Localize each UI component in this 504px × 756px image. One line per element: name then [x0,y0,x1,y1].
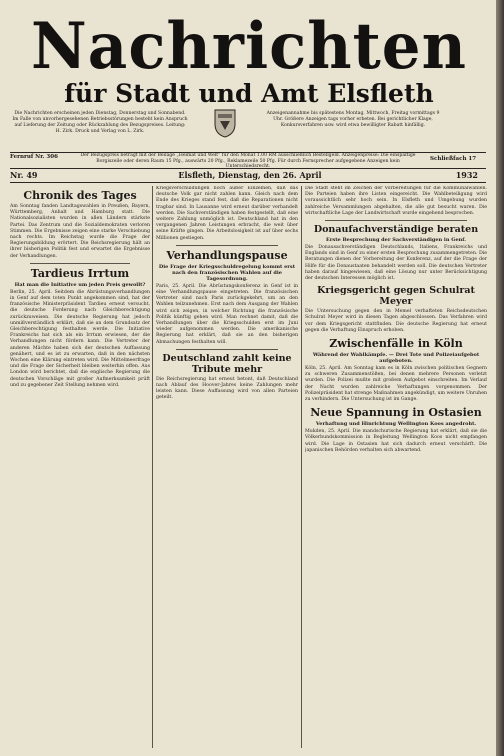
coat-of-arms-icon [213,108,237,138]
article-text: Berlin, 25. April. Seitdem die Abrüstungsverhandlungen in Genf auf dem toten Punkt angekommen sind, hat der französische Ministerpräsident Tardieu erneut versucht, die deutsche Forderung nach Gleichberechtigung zurückzuweisen. Die deutsche Regierung hat jedoch unmißverständlich erklärt, daß sie an dem Grundsatz der Gleichberechtigung festhalten werde. Die Initiative Frankreichs hat sich als ein Irrtum erwiesen, der die Verhandlungen nicht fördern kann. Die Vertreter der anderen Mächte haben sich der deutschen Auffassung genähert, und es ist zu erwarten, daß in den nächsten Wochen eine Klärung eintreten wird. Die Mittelmeerfrage und die Frage der Sicherheit bleiben weiterhin offen. Aus London wird berichtet, daß die englische Regierung die deutschen Vorschläge mit großer Aufmerksamkeit prüft und zu gegebener Zeit Stellung nehmen wird. [10,289,150,388]
article-text: Die Reichsregierung hat erneut betont, daß Deutschland nach Ablauf des Hoover-Jahres keine Zahlungen mehr leisten kann. Diese Auffassung wird von allen Parteien geteilt. [156,376,298,401]
divider [176,245,278,246]
headline: Verhandlungspause [166,248,288,262]
masthead-title: Nachrichten [31,8,467,84]
column-2 [156,186,298,748]
place-date: Elsfleth, Dienstag, den 26. April [178,170,322,180]
article-text: Am Sonntag fanden Landtagswahlen in Preußen, Bayern, Württemberg, Anhalt und Hamburg statt. Die Nationalsozialisten wurden in allen Ländern stärkste Partei. Das Zentrum und die Sozialdemokraten verloren Stimmen. Die Ergebnisse zeigen eine starke Verschiebung nach rechts. Im Reichstag wurde die Frage der Regierungsbildung erörtert. Die Reichsregierung hält an ihrer bisherigen Politik fest und erwartet die Ergebnisse der Verhandlungen. [10,204,150,259]
subheadline: Verhaftung und Hinrichtung Wellington Koos angedroht. [315,421,477,428]
issue-number: Nr. 49 [10,170,38,180]
headline: Zwischenfälle in Köln [329,337,463,351]
headline: Donaufachverständige beraten [313,224,479,236]
headline: Neue Spannung in Ostasien [310,406,482,420]
headline: Kriegsgericht gegen Schulrat Meyer [317,285,475,308]
article-text: Die Donausachverständigen Deutschlands, Italiens, Frankreichs und Englands sind in Genf zu einer ersten Besprechung zusammengetreten. Die Beratungen dienen der Vorbereitung der Konferenz, auf der die Frage der Hilfe für die Donaustaaten behandelt werden soll. Die deutschen Vertreter haben darauf hingewiesen, daß eine Lösung nur unter Berücksichtigung der deutschen Interessen möglich ist. [305,245,487,282]
headline: Chronik des Tages [23,189,137,202]
article-text: Die Stadt steht im Zeichen der Vorbereitungen für die Kommunalwahlen. Die Parteien haben ihre Listen eingereicht. Die Wahlbeteiligung wird voraussichtlich sehr hoch sein. In Elsfleth und Umgebung wurden zahlreiche Versammlungen abgehalten, die alle gut besucht waren. Die wirtschaftliche Lage der Landwirtschaft wurde eingehend besprochen. [305,186,487,216]
divider [30,263,130,264]
publication-info-right: Anzeigenannahme bis spätestens Montag, Mittwoch, Freitag vormittags 9 Uhr. Größere Anzeigen tags vorher erbeten. Bei gerichtlicher Klage, Konkursverfahren usw. wird etwa bewilligter Rabatt hinfällig. [266,111,440,128]
headline: Deutschland zahlt keine Tribute mehr [162,352,292,375]
article-text: Die Untersuchung gegen den in Memel verhafteten Reichsdeutschen Schulrat Meyer wird in diesen Tagen abgeschlossen. Das Verfahren wird vor dem Kriegsgericht stattfinden. Die deutsche Regierung hat erneut gegen die Verhaftung Einspruch erhoben. [305,309,487,333]
article-text: Kriegsverschuldungen noch außer Einzelnen, daß das deutsche Volk gar nicht zahlen kann. Gleich nach dem Ende des Krieges stand fest, daß die Reparationen nicht tragbar sind. In Lausanne wird erneut darüber verhandelt werden. Die Sachverständigen haben festgestellt, daß eine weitere Zahlung unmöglich ist. Deutschland hat in den vergangenen Jahren Leistungen erbracht, die weit über seine Kräfte gingen. Die Arbeitslosigkeit ist auf über sechs Millionen gestiegen. [156,186,298,241]
po-box: Schließfach 17 [430,156,477,162]
phone-number: Fernruf Nr. 306 [10,154,58,160]
subheadline: Während der Wahlkämpfe. — Drei Tote und Polizeiaufgebot aufgeboten. [312,352,480,365]
divider [10,168,486,169]
article-text: Köln, 25. April. Am Sonntag kam es in Köln zwischen politischen Gegnern zu schweren Zusammenstößen, bei denen mehrere Personen verletzt wurden. Die Polizei mußte mit großem Aufgebot einschreiten. Im Verlauf der Nacht wurden zahlreiche Verhaftungen vorgenommen. Der Polizeipräsident hat strenge Maßnahmen angekündigt, um weitere Unruhen zu verhindern. Die Untersuchung ist im Gange. [305,366,487,403]
subheadline: Die Frage der Kriegsschuldregelung kommt erst nach den französischen Wahlen auf die Tagesordnung. [158,263,296,282]
column-rule [152,186,153,748]
headline: Tardieus Irrtum [30,266,130,280]
divider [325,220,467,221]
divider [10,182,486,183]
article-text: Mukden, 25. April. Die mandschurische Regierung hat erklärt, daß sie die Völkerbundskommission in Begleitung Wellington Koos nicht empfangen wird. Die Lage in Ostasien hat sich dadurch erneut verschärft. Die japanischen Behörden verhalten sich abwartend. [305,429,487,453]
divider [176,349,278,350]
column-3 [305,186,487,748]
page-edge [496,0,504,756]
publication-info-left: Die Nachrichten erscheinen jeden Dienstag, Donnerstag und Sonnabend. Im Falle von unvorhergesehenen Betriebsstörungen besteht kein Anspruch auf Lieferung der Zeitung oder Rückzahlung des Bezugspreises. Leitung: H. Zirk. Druck und Verlag von L. Zirk. [12,111,188,134]
column-rule [301,186,302,748]
subheadline: Hat man die Initiative um jeden Preis gewollt? [14,281,146,288]
column-1 [10,186,150,748]
subheadline: Erste Besprechung der Sachverständigen in Genf. [325,237,467,244]
article-text: Paris, 25. April. Die Abrüstungskonferenz in Genf ist in eine Verhandlungspause eingetreten. Die französischen Vertreter sind nach Paris zurückgekehrt, um an den Wahlen teilzunehmen. Erst nach dem Ausgang der Wahlen wird sich zeigen, in welcher Richtung die französische Politik künftig gehen wird. Man rechnet damit, daß die Verhandlungen über die Kriegsschulden erst im Juni wieder aufgenommen werden. Die amerikanische Regierung hat erklärt, daß sie an den bisherigen Abmachungen festhalten will. [156,283,298,345]
year: 1932 [455,170,478,180]
masthead-subtitle: für Stadt und Amt Elsfleth [64,79,434,108]
price-line: Der Bezugspreis beträgt mit der Beilage „Heimat und Welt“ für den Monat 1.00 RM ausschließlich Bestellgeld. Anzeigenpreise: Die einspaltige Borgiszeile oder deren Raum 15 Pfg., auswärts 20 Pfg., Reklamezeile 50 Pfg. Für durch Fernsprecher aufgegebene Anzeigen kein Unterschiedsrecht. [80,153,416,170]
dateline [10,170,486,182]
